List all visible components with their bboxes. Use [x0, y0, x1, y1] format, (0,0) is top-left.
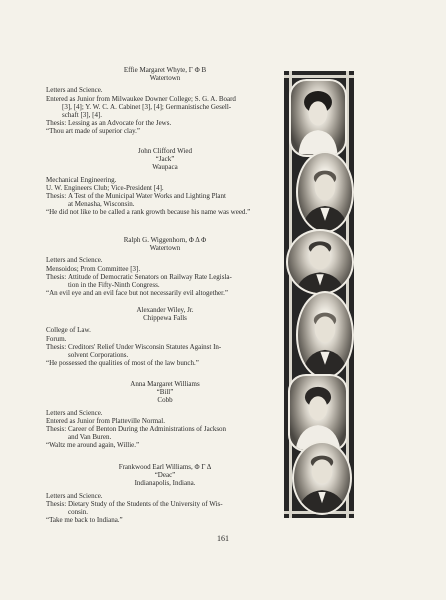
entry-name: Ralph G. Wiggenhorn, Φ Δ Φ: [123, 236, 207, 244]
entry-town: Watertown: [149, 244, 181, 253]
entry-name: Anna Margaret Williams: [130, 380, 200, 388]
entry-activity: Entered as Junior from Platteville Normal.: [46, 416, 165, 425]
entry-quote: “An evil eye and an evil face but not necessarily evil altogether.”: [46, 289, 228, 298]
thesis-label: Thesis:: [46, 272, 67, 281]
entry-quote: “Waltz me around again, Willie.”: [46, 441, 140, 450]
entry-course: Letters and Science.: [46, 408, 103, 417]
thesis-label: Thesis:: [46, 342, 67, 351]
entry-name: Alexander Wiley, Jr.: [136, 306, 194, 314]
portrait-wied: [296, 151, 354, 233]
entry-course: College of Law.: [46, 326, 91, 335]
entry-name: Effie Margaret Whyte, Γ Φ B: [123, 66, 207, 74]
thesis-text: Career of Benton During the Administrations of Jackson: [67, 425, 227, 434]
entry-whyte: [46, 66, 284, 136]
entry-wied: [46, 147, 284, 217]
entry-thesis: [46, 425, 284, 441]
entry-wiley: [46, 306, 284, 367]
entry-name: John Clifford Wied: [138, 147, 192, 155]
thesis-text: at Menasha, Wisconsin.: [67, 200, 135, 209]
entry-thesis: [46, 500, 284, 516]
entry-name: Frankwood Earl Williams, Φ Γ Δ: [118, 463, 212, 471]
entry-quote: “He did not like to be called a rank growth because his name was weed.”: [46, 208, 251, 217]
thesis-text: Lessing as an Advocate for the Jews.: [67, 119, 172, 128]
entry-town: Waupaca: [152, 163, 178, 172]
entry-town: Indianapolis, Indiana.: [134, 479, 196, 488]
entry-activity: Forum.: [46, 334, 67, 343]
entry-quote: “Take me back to Indiana.”: [46, 516, 123, 525]
entry-course: Letters and Science.: [46, 256, 103, 265]
entry-thesis: [46, 273, 284, 289]
portrait-frankwood-williams: [292, 441, 352, 515]
thesis-text: solvent Corporations.: [67, 351, 129, 360]
thesis-text: Attitude of Democratic Senators on Railway Rate Legisla-: [67, 272, 232, 281]
thesis-text: Creditors' Relief Under Wisconsin Statutes Against In-: [67, 342, 222, 351]
entry-thesis: [46, 192, 284, 208]
border-bar: [284, 75, 354, 78]
entry-activity: Entered as Junior from Milwaukee Downer College; S. G. A. Board: [46, 94, 236, 103]
entry-course: Letters and Science.: [46, 86, 103, 95]
entry-town: Chippewa Falls: [143, 314, 187, 323]
entry-frankwood-williams: [46, 463, 284, 524]
portrait-figure-icon: [298, 293, 352, 377]
entry-thesis: [46, 119, 284, 127]
portrait-figure-icon: [294, 443, 350, 513]
entry-thesis: [46, 343, 284, 359]
portrait-column: [284, 71, 354, 518]
entry-nickname: “Bill”: [156, 388, 174, 397]
thesis-label: Thesis:: [46, 192, 67, 201]
entry-activity: Mensoidos; Prom Committee [3].: [46, 264, 141, 273]
entry-quote: “Thou art made of superior clay.”: [46, 127, 141, 136]
entry-course: Mechanical Engineering.: [46, 175, 117, 184]
entry-quote: “He possessed the qualities of most of the law bunch.”: [46, 359, 199, 368]
portrait-figure-icon: [288, 231, 352, 293]
thesis-label: Thesis:: [46, 499, 67, 508]
thesis-text: and Van Buren.: [67, 433, 112, 442]
entry-nickname: “Jack”: [155, 155, 175, 164]
thesis-label: Thesis:: [46, 119, 67, 128]
entry-activity: [3], [4]; Y. W. C. A. Cabinet [3], [4]; Germanistische Gesell-: [62, 102, 232, 111]
entry-town: Watertown: [149, 74, 181, 83]
entry-activity: U. W. Engineers Club; Vice-President [4].: [46, 183, 164, 192]
portrait-whyte: [289, 79, 347, 157]
portrait-wiley: [296, 291, 354, 379]
entry-course: Letters and Science.: [46, 491, 103, 500]
thesis-text: tion in the Fifty-Ninth Congress.: [67, 281, 160, 290]
entry-nickname: “Deac”: [154, 471, 176, 480]
page-number: 161: [217, 534, 229, 543]
portrait-wiggenhorn: [286, 229, 354, 295]
thesis-text: A Test of the Municipal Water Works and Lighting Plant: [67, 192, 226, 201]
thesis-text: Dietary Study of the Students of the University of Wis-: [67, 499, 223, 508]
portrait-figure-icon: [291, 81, 345, 155]
portrait-figure-icon: [298, 153, 352, 231]
entry-activity: schaft [3], [4].: [62, 111, 103, 120]
entry-wiggenhorn: [46, 236, 284, 297]
portrait-figure-icon: [290, 376, 346, 450]
thesis-label: Thesis:: [46, 425, 67, 434]
entry-anna-williams: [46, 380, 284, 450]
entry-town: Cobb: [157, 396, 173, 405]
thesis-text: consin.: [67, 508, 89, 517]
